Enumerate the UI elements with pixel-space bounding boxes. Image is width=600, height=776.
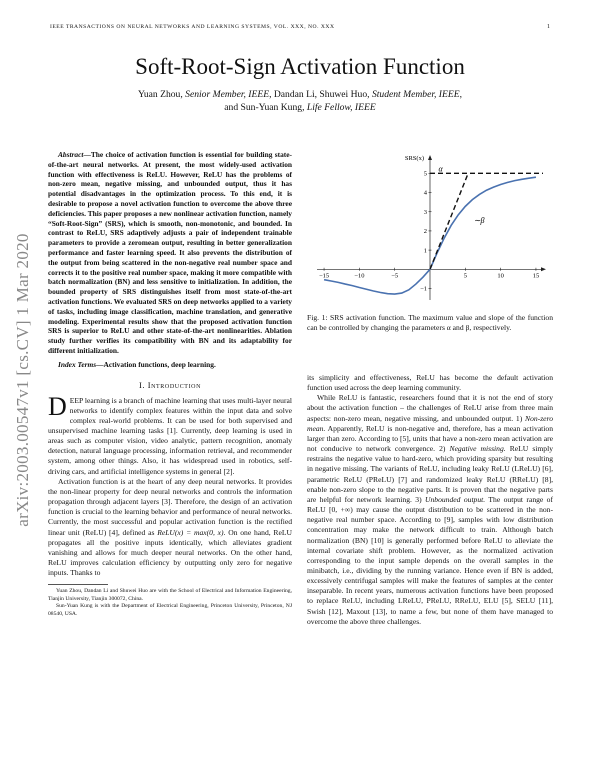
x-tick-label: 5 [463,272,467,280]
right-column-body [307,373,553,627]
x-tick-label: 15 [532,272,540,280]
intro-paragraph-1: DEEP learning is a branch of machine learning that uses multi-layer neural networks to identify complex features within the input data and solve complex real-world problems. It can be used for both supervised and unsupervised machine learning tasks [1]. Currently, deep learning is used in areas such as computer vision, video analytic, pattern recognition, anomaly detection, natural language processing, information retrieval, and recommender system, among other things. Also, it has widespread used in robotics, self-driving cars, and artificial intelligence systems in general [2]. [48,391,292,476]
y-tick-label: −1 [420,285,427,293]
abstract [48,150,292,356]
x-tick-label: −10 [354,272,365,280]
abstract-text: —The choice of activation function is essential for building state-of-the-art neural networks. At present, the most widely-used activation function with effectiveness is ReLU. However, ReLU has the problems of non-zero mean, negative missing, and unbounded output, thus it has potential disadvantages in the optimization process. To this end, it is desirable to propose a novel activation function to overcome the above three deficiencies. This paper proposes a new nonlinear activation function, namely “Soft-Root-Sign” (SRS), which is smooth, non-monotonic, and bounded. In contrast to ReLU, SRS adaptively adjusts a pair of independent trainable parameters to provide a zeromean output, resulting in better generalization performance and faster learning speed. It also prevents the distribution of the output from being scattered in the non-negative real number space and corrects it to the positive real number space, making it more compatible with batch normalization (BN) and less sensitive to initialization. In addition, the bounded property of SRS distinguishes itself from most state-of-the-art activation functions. We evaluated SRS on deep networks applied to a variety of tasks, including image classification, machine translation, and generative modeling. Experimental results show that the proposed activation function SRS is superior to ReLU and other state-of-the-art nonlinearities. Ablation study further verifies its compatibility with BN and its adaptability for different initialization. [48,150,292,355]
srs-activation-chart [307,150,553,310]
y-axis-arrow [428,155,432,160]
alpha-label: α [438,164,443,174]
y-axis-label: SRS(x) [404,155,424,162]
paper-title: Soft-Root-Sign Activation Function [135,54,465,79]
y-tick-label: 3 [423,208,427,216]
x-tick-label: −5 [391,272,399,280]
section-heading-introduction: I. Introduction [138,380,202,390]
x-tick-label: 10 [497,272,504,280]
footnote [48,588,292,618]
drop-cap: D [48,391,67,421]
index-terms [48,360,292,370]
abstract-label: Abstract [58,150,84,159]
y-tick-label: 5 [423,170,427,178]
x-tick-label: −15 [318,272,330,280]
right-paragraph-1: While ReLU is fantastic, researchers found that it is not the end of story about the activation function – the challenges of ReLU arise from three main aspects: non-zero mean, negative missing, and unbounded output. 1) Non-zero mean. Apparently, ReLU is non-negative and, therefore, has a mean activation larger than zero. According to [5], units that have a non-zero mean activation are not conducive to network convergence. 2) Negative missing. ReLU simply restrains the negative value to hard-zero, which providing sparsity but resulting in negative missing. The variants of ReLU, including leaky ReLU (LReLU) [6], parametric ReLU (PReLU) [7] and randomized leaky ReLU (RReLU) [8], enable non-zero slope to the negative parts. It is proven that the negative parts are helpful for network learning. 3) Unbounded output. The output range of ReLU [0, +∞) may cause the output distribution to be scattered in the non-negative real number space. According to [9], samples with low distribution concentration may make the network difficult to train. Although batch normalization (BN) [10] is generally performed before ReLU to alleviate the internal covariate shift problem. However, as the normalized activation corresponding to the input sample depends on the overall samples in the minibatch, i.e., dividing by the running variance. Hence even if BN is added, excessively centrifugal samples will make the features of samples at the center inseparable. In recent years, numerous activation functions have been proposed to replace ReLU, including LReLU, PReLU, RReLU, ELU [5], SELU [11], Swish [12], Maxout [13], to name a few, but none of them have managed to overcome the above three challenges. [307,393,554,626]
y-tick-label: 1 [423,247,427,255]
footnote-line-1: Yuan Zhou, Dandan Li and Shuwei Huo are with the School of Electrical and Information Engineering, Tianjin University, Tianjin 300072, China. [48,588,292,602]
x-axis-arrow [541,267,546,271]
right-paragraph-0: its simplicity and effectiveness, ReLU has become the default activation function used across the deep learning community. [307,373,553,393]
chart-annotations [430,164,543,269]
author-line-1: Yuan Zhou, Senior Member, IEEE, Dandan Li, Shuwei Huo, Student Member, IEEE, [137,89,462,100]
footnote-rule [48,584,108,585]
chart-ticks [319,155,539,293]
chart-axes [317,155,546,300]
author-line-2: and Sun-Yuan Kung, Life Fellow, IEEE [224,102,376,113]
left-column-top [48,150,292,618]
author-list [60,88,540,114]
figure-caption: Fig. 1: SRS activation function. The maximum value and slope of the function can be controlled by changing the parameters α and β, respectively. [307,313,553,333]
page-number: 1 [547,24,550,30]
intro-paragraph-2: Activation function is at the heart of any deep neural networks. It provides the non-linear property for deep neural networks and controls the information propagation through adjacent layers [3]. Therefore, the design of an activation function is crucial to the learning behavior and performance of neural networks. Currently, the most successful and popular activation function is the rectified linear unit (ReLU) [4], defined as ReLU(x) = max(0, x). On one hand, ReLU propagates all the positive inputs identically, which alleviates gradient vanishing and allows for much deeper neural networks. On the other hand, ReLU improves calculation efficiency by outputting only zero for negative inputs. Thanks to [48,476,292,578]
y-tick-label: 2 [423,228,427,236]
y-tick-label: 4 [423,189,427,197]
introduction-body [48,391,292,579]
arxiv-identifier: arXiv:2003.00547v1 [cs.CV] 1 Mar 2020 [13,233,32,527]
index-terms-text: —Activation functions, deep learning. [96,359,216,369]
running-header: IEEE TRANSACTIONS ON NEURAL NETWORKS AND LEARNING SYSTEMS, VOL. XXX, NO. XXX [50,24,335,30]
footnote-line-2: Sun-Yuan Kung is with the Department of Electrical Engineering, Princeton University, Princeton, NJ 08540, USA. [48,603,292,617]
index-terms-label: Index Terms [58,359,97,369]
relu-formula: ReLU(x) = max(0, x) [157,527,224,537]
beta-label: ∼β [473,216,485,226]
arxiv-stamp [8,180,38,580]
